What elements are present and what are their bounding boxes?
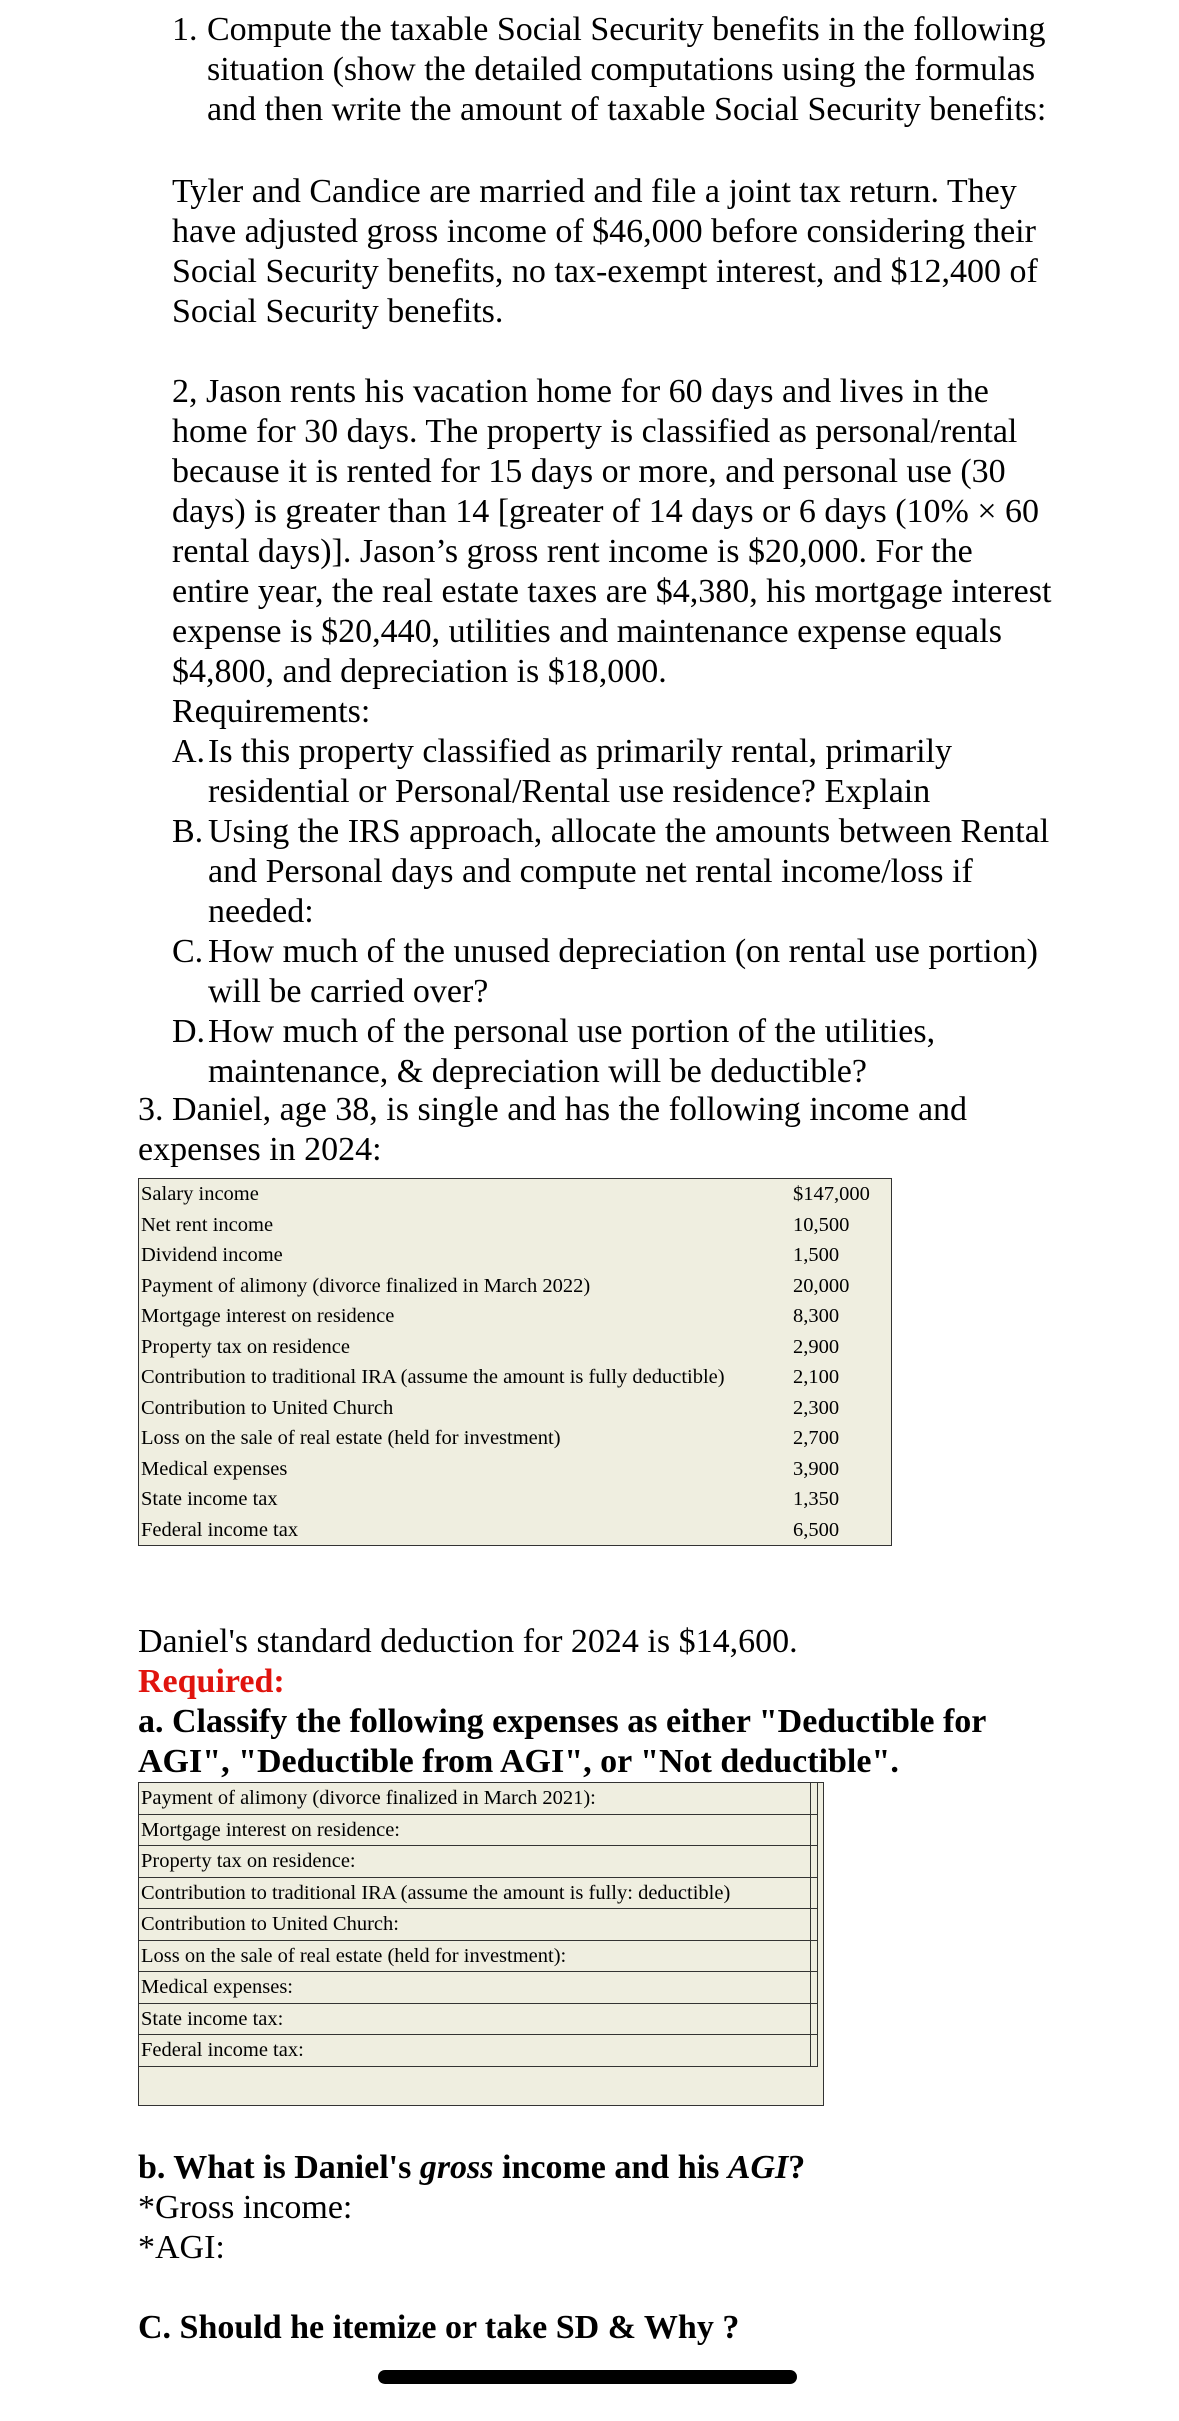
row-item: Contribution to traditional IRA (assume the amount is fully deductible) bbox=[141, 1366, 725, 1388]
classification-item: Medical expenses: bbox=[139, 1972, 811, 2004]
row-amount: 6,500 bbox=[793, 1518, 840, 1541]
table-row bbox=[139, 1423, 892, 1454]
classification-answer-cell[interactable] bbox=[811, 1940, 818, 1972]
question-3-intro: 3. Daniel, age 38, is single and has the following income and expenses in 2024: bbox=[138, 1091, 968, 1168]
classification-edge-cell bbox=[818, 2003, 824, 2035]
requirements-list bbox=[172, 732, 1052, 1092]
row-amount: 2,300 bbox=[793, 1396, 840, 1419]
classification-table bbox=[138, 1782, 824, 2106]
row-amount: 20,000 bbox=[793, 1274, 850, 1297]
row-amount: 1,500 bbox=[793, 1244, 840, 1266]
agi-label: *AGI: bbox=[138, 2229, 225, 2266]
question-1-prompt: Compute the taxable Social Security benefits in the following situation (show the detailed computations using the formulas and then write the amount of taxable Social Security benefits: bbox=[207, 11, 1047, 128]
row-amount: 8,300 bbox=[793, 1305, 840, 1327]
table-row bbox=[139, 1454, 892, 1485]
classification-row bbox=[139, 1877, 824, 1909]
row-item: Salary income bbox=[141, 1183, 259, 1205]
row-item: Property tax on residence bbox=[141, 1335, 350, 1358]
question-1-scenario: Tyler and Candice are married and file a joint tax return. They have adjusted gross income of $46,000 before considering their Social Security benefits, no tax-exempt interest, and $12,400 of Social Security benefits. bbox=[172, 173, 1038, 330]
row-amount: $147,000 bbox=[793, 1183, 870, 1205]
classification-row bbox=[139, 1814, 824, 1846]
question-1-number: 1. bbox=[172, 11, 198, 48]
standard-deduction-note: Daniel's standard deduction for 2024 is $14,600. bbox=[138, 1623, 798, 1660]
classification-row bbox=[139, 1940, 824, 1972]
classification-answer-cell[interactable] bbox=[811, 2003, 818, 2035]
part-b-prompt: b. What is Daniel's gross income and his AGI? bbox=[138, 2149, 806, 2186]
row-amount: 2,700 bbox=[793, 1427, 840, 1449]
classification-item: Loss on the sale of real estate (held for investment): bbox=[139, 1940, 811, 1972]
required-label: Required: bbox=[138, 1663, 285, 1700]
table-row bbox=[139, 1362, 892, 1393]
classification-answer-cell[interactable] bbox=[811, 1877, 818, 1909]
classification-answer-cell[interactable] bbox=[811, 1909, 818, 1941]
classification-answer-cell[interactable] bbox=[811, 1814, 818, 1846]
row-item: Medical expenses bbox=[141, 1457, 288, 1480]
row-amount: 2,900 bbox=[793, 1335, 840, 1358]
classification-edge-cell bbox=[818, 1940, 824, 1972]
classification-row bbox=[139, 2003, 824, 2035]
row-item: Federal income tax bbox=[141, 1518, 299, 1541]
classification-item: Mortgage interest on residence: bbox=[139, 1814, 811, 1846]
table-row bbox=[139, 1179, 892, 1210]
row-amount: 10,500 bbox=[793, 1213, 850, 1236]
classification-row bbox=[139, 1846, 824, 1878]
row-item: Net rent income bbox=[141, 1213, 274, 1236]
classification-answer-cell[interactable] bbox=[811, 1972, 818, 2004]
table-row bbox=[139, 1240, 892, 1271]
requirement-b: B. Using the IRS approach, allocate the amounts between Rental and Personal days and compute net rental income/loss if needed: bbox=[172, 813, 1050, 930]
home-indicator[interactable] bbox=[378, 2370, 797, 2384]
classification-item: Federal income tax: bbox=[139, 2035, 811, 2067]
classification-edge-cell bbox=[818, 1877, 824, 1909]
classification-answer-cell[interactable] bbox=[811, 1846, 818, 1878]
classification-item: Contribution to traditional IRA (assume the amount is fully: deductible) bbox=[139, 1877, 811, 1909]
row-amount: 3,900 bbox=[793, 1457, 840, 1480]
row-item: State income tax bbox=[141, 1488, 278, 1510]
gross-income-label: *Gross income: bbox=[138, 2189, 353, 2226]
table-row bbox=[139, 1484, 892, 1515]
row-amount: 2,100 bbox=[793, 1366, 840, 1388]
classification-item: Property tax on residence: bbox=[139, 1846, 811, 1878]
classification-edge-cell bbox=[818, 2035, 824, 2067]
classification-edge-cell bbox=[818, 1972, 824, 2004]
row-item: Loss on the sale of real estate (held for investment) bbox=[141, 1427, 561, 1449]
table-row bbox=[139, 1301, 892, 1332]
classification-answer-cell[interactable] bbox=[811, 1783, 818, 1815]
row-item: Contribution to United Church bbox=[141, 1396, 394, 1419]
classification-answer-cell[interactable] bbox=[811, 2035, 818, 2067]
classification-item: Contribution to United Church: bbox=[139, 1909, 811, 1941]
question-1 bbox=[172, 10, 1052, 130]
classification-edge-cell bbox=[818, 1909, 824, 1941]
row-amount: 1,350 bbox=[793, 1488, 840, 1510]
table-row bbox=[139, 1393, 892, 1424]
part-c-prompt: C. Should he itemize or take SD & Why ? bbox=[138, 2309, 740, 2346]
row-item: Dividend income bbox=[141, 1244, 283, 1266]
table-row bbox=[139, 1271, 892, 1302]
table-spacer bbox=[139, 1545, 892, 1546]
requirements-label: Requirements: bbox=[172, 693, 371, 730]
table-row bbox=[139, 1332, 892, 1363]
classification-item: Payment of alimony (divorce finalized in March 2021): bbox=[139, 1783, 811, 1815]
classification-row bbox=[139, 1783, 824, 1815]
row-item: Payment of alimony (divorce finalized in March 2022) bbox=[141, 1274, 591, 1297]
classification-edge-cell bbox=[818, 1783, 824, 1815]
classification-edge-cell bbox=[818, 1846, 824, 1878]
table-row bbox=[139, 1210, 892, 1241]
row-item: Mortgage interest on residence bbox=[141, 1305, 395, 1327]
requirement-a: A. Is this property classified as primarily rental, primarily residential or Personal/Rental use residence? Explain bbox=[172, 733, 953, 810]
classification-edge-cell bbox=[818, 1814, 824, 1846]
question-2-scenario: 2, Jason rents his vacation home for 60 days and lives in the home for 30 days. The property is classified as personal/rental because it is rented for 15 days or more, and personal use (30 days) is greater than 14 [greater of 14 days or 6 days (10% × 60 rental days)]. Jason’s gross rent income is $20,000. For the entire year, the real estate taxes are $4,380, his mortgage interest expense is $20,440, utilities and maintenance expense equals $4,800, and depreciation is $18,000. bbox=[172, 373, 1052, 690]
table-spacer bbox=[139, 2066, 824, 2106]
classification-row bbox=[139, 2035, 824, 2067]
part-a-prompt: a. Classify the following expenses as either "Deductible for AGI", "Deductible from AGI", or "Not deductible". bbox=[138, 1703, 986, 1780]
requirement-d: D. How much of the personal use portion of the utilities, maintenance, & depreciation will be deductible? bbox=[172, 1013, 936, 1090]
classification-row bbox=[139, 1972, 824, 2004]
classification-row bbox=[139, 1909, 824, 1941]
income-expense-table bbox=[138, 1178, 892, 1546]
classification-item: State income tax: bbox=[139, 2003, 811, 2035]
table-row bbox=[139, 1515, 892, 1546]
requirement-c: C. How much of the unused depreciation (on rental use portion) will be carried over? bbox=[172, 933, 1038, 1010]
